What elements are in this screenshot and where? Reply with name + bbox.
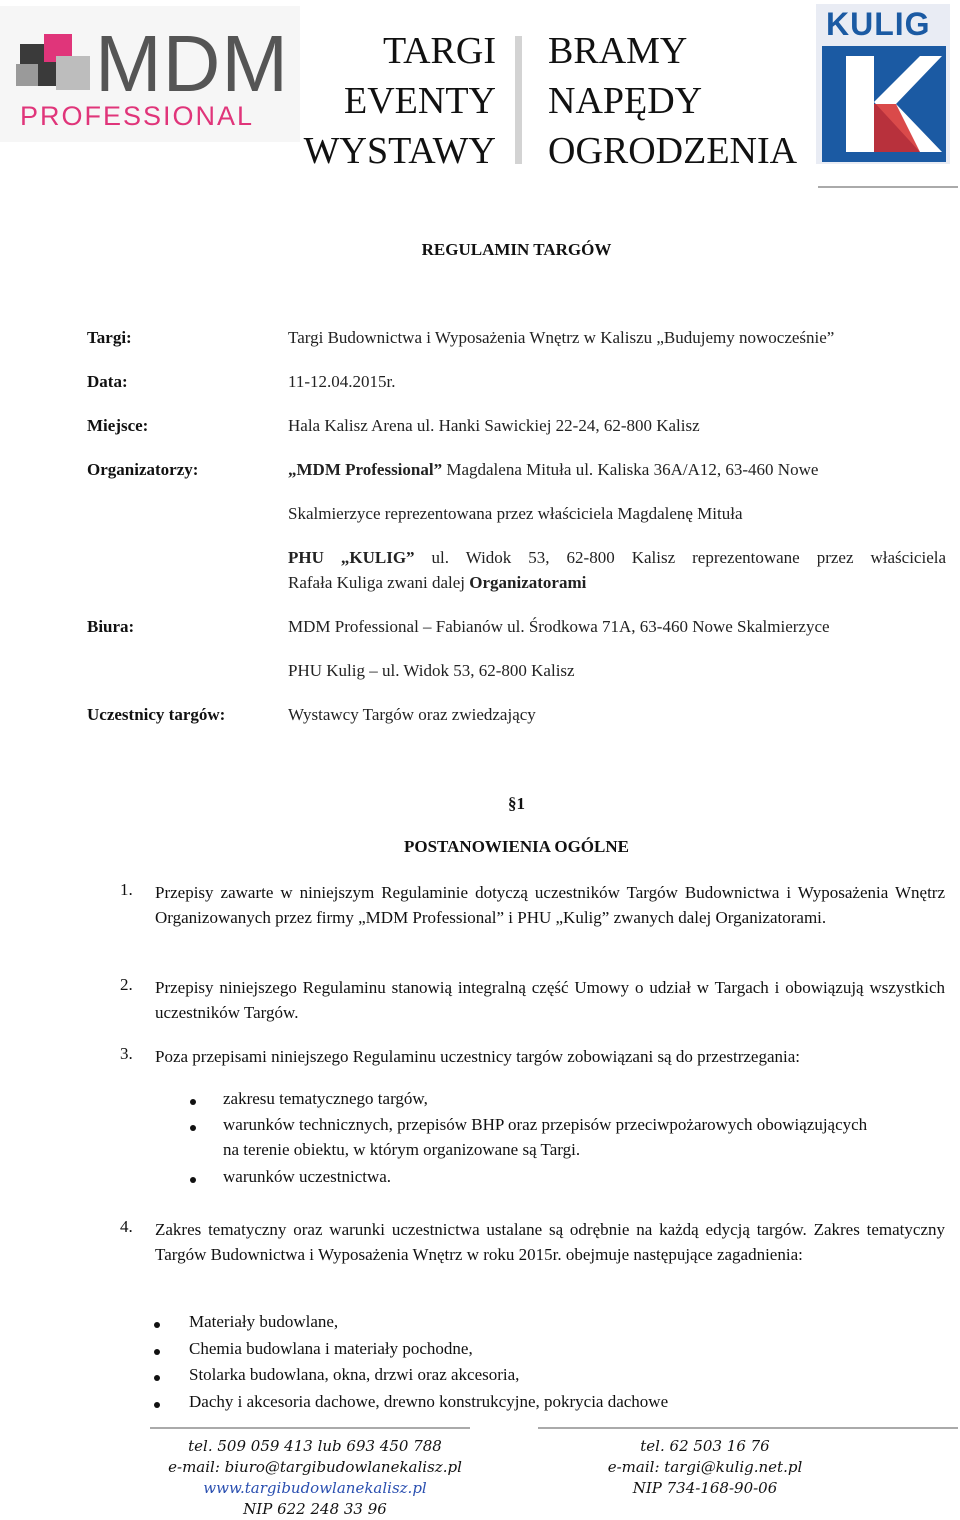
footer-mdm-website-link[interactable]: www.targibudowlanekalisz.pl — [203, 1479, 427, 1497]
bullet-icon — [190, 1125, 196, 1131]
list-b-item-3: Stolarka budowlana, okna, drzwi oraz akcesoria, — [189, 1365, 520, 1384]
service-bramy: BRAMY — [548, 30, 688, 72]
bullet-icon — [190, 1177, 196, 1183]
footer-contact-mdm — [150, 1436, 480, 1520]
list-b-item-1: Materiały budowlane, — [189, 1312, 339, 1331]
uczestnicy-value: Wystawcy Targów oraz zwiedzający — [288, 705, 536, 724]
service-targi: TARGI — [382, 30, 496, 72]
paragraph-2-text: Przepisy niniejszego Regulaminu stanowią integralną część Umowy o udział w Targach i obowiązują wszystkich uczestników Targów. — [155, 978, 945, 1022]
footer-kulig-email[interactable]: e-mail: targi@kulig.net.pl — [607, 1458, 803, 1476]
kulig-k-icon — [816, 4, 950, 164]
organizer-1-line-1: „MDM Professional” Magdalena Mituła ul. Kaliska 36A/A12, 63-460 Nowe — [288, 460, 819, 479]
logo-square-pale — [16, 64, 38, 86]
paragraph-3-number: 3. — [120, 1044, 133, 1063]
bullet-icon — [154, 1349, 160, 1355]
biura-line-1: MDM Professional – Fabianów ul. Środkowa 71A, 63-460 Nowe Skalmierzyce — [288, 617, 830, 636]
footer-mdm-phone: tel. 509 059 413 lub 693 450 788 — [188, 1437, 442, 1455]
organizatorami-term: Organizatorami — [469, 573, 587, 592]
mdm-logo-subtext: PROFESSIONAL — [20, 101, 255, 131]
organizatorzy-label: Organizatorzy: — [87, 460, 199, 479]
list-b-item-2: Chemia budowlana i materiały pochodne, — [189, 1339, 473, 1358]
kulig-logo-text: KULIG — [826, 6, 931, 42]
paragraph-3-text: Poza przepisami niniejszego Regulaminu uczestnicy targów zobowiązani są do przestrzegania: — [155, 1047, 800, 1066]
footer-contact-kulig — [570, 1436, 840, 1499]
bullet-icon — [154, 1375, 160, 1381]
document-title: REGULAMIN TARGÓW — [421, 240, 612, 259]
service-ogrodzenia: OGRODZENIA — [548, 130, 798, 172]
section-symbol: §1 — [508, 794, 525, 813]
paragraph-4-text: Zakres tematyczny oraz warunki uczestnictwa ustalane są odrębnie na każdą edycją targów. Zakres tematyczny Targów Budownictwa i Wyposażenia Wnętrz w roku 2015r. obejmuje następujące zagadnienia: — [155, 1220, 945, 1264]
organizer-2-line-1: PHU „KULIG” ul. Widok 53, 62-800 Kalisz reprezentowane przez właściciela — [288, 548, 947, 567]
header-rule — [818, 186, 958, 188]
footer-mdm-email[interactable]: e-mail: biuro@targibudowlanekalisz.pl — [168, 1458, 462, 1476]
organizer-2-line-2: Rafała Kuliga zwani dalej Organizatorami — [288, 573, 587, 592]
data-value: 11-12.04.2015r. — [288, 372, 396, 391]
paragraph-1-number: 1. — [120, 880, 133, 899]
data-label: Data: — [87, 372, 128, 391]
paragraph-4-number: 4. — [120, 1217, 133, 1236]
section-title: POSTANOWIENIA OGÓLNE — [404, 837, 629, 856]
service-wystawy: WYSTAWY — [303, 130, 496, 172]
miejsce-value: Hala Kalisz Arena ul. Hanki Sawickiej 22-24, 62-800 Kalisz — [288, 416, 700, 435]
footer-kulig-phone: tel. 62 503 16 76 — [640, 1437, 770, 1455]
bullet-icon — [154, 1322, 160, 1328]
targi-value: Targi Budownictwa i Wyposażenia Wnętrz w Kaliszu „Budujemy nowocześnie” — [288, 328, 835, 347]
logo-square-light — [56, 56, 90, 90]
list-b-item-4: Dachy i akcesoria dachowe, drewno konstrukcyjne, pokrycia dachowe — [189, 1392, 669, 1411]
mdm-logo-text: MDM — [95, 19, 290, 108]
bullet-icon — [154, 1402, 160, 1408]
footer-rule-right — [538, 1427, 958, 1429]
service-napedy: NAPĘDY — [548, 80, 703, 122]
list-a-item-3: warunków uczestnictwa. — [223, 1167, 392, 1186]
paragraph-2-number: 2. — [120, 975, 133, 994]
biura-line-2: PHU Kulig – ul. Widok 53, 62-800 Kalisz — [288, 661, 575, 680]
footer-rule-left — [150, 1427, 470, 1429]
services-left-column — [296, 26, 496, 176]
footer-mdm-nip: NIP 622 248 33 96 — [243, 1500, 387, 1518]
organizer-2-name: PHU „KULIG” — [288, 548, 415, 567]
header-divider — [515, 36, 522, 164]
list-a-item-2: warunków technicznych, przepisów BHP oraz przepisów przeciwpożarowych obowiązujących — [223, 1115, 868, 1134]
targi-label: Targi: — [87, 328, 132, 347]
service-eventy: EVENTY — [344, 80, 496, 122]
organizer-1-name: „MDM Professional” — [288, 460, 443, 479]
list-a-item-2-cont: na terenie obiektu, w którym organizowane są Targi. — [223, 1140, 581, 1159]
mdm-professional-logo — [0, 6, 300, 142]
bullet-icon — [190, 1099, 196, 1105]
services-right-column — [548, 26, 818, 176]
organizer-1-line-2: Skalmierzyce reprezentowana przez właściciela Magdalenę Mituła — [288, 504, 743, 523]
biura-label: Biura: — [87, 617, 135, 636]
uczestnicy-label: Uczestnicy targów: — [87, 705, 226, 724]
paragraph-1-text: Przepisy zawarte w niniejszym Regulaminie dotyczą uczestników Targów Budownictwa i Wyposażenia Wnętrz Organizowanych przez firmy „MDM Professional” i PHU „Kulig” zwanych dalej Organizatorami. — [155, 883, 945, 927]
list-a-item-1: zakresu tematycznego targów, — [223, 1089, 428, 1108]
footer-kulig-nip: NIP 734-168-90-06 — [632, 1479, 778, 1497]
miejsce-label: Miejsce: — [87, 416, 149, 435]
kulig-logo — [816, 4, 950, 164]
